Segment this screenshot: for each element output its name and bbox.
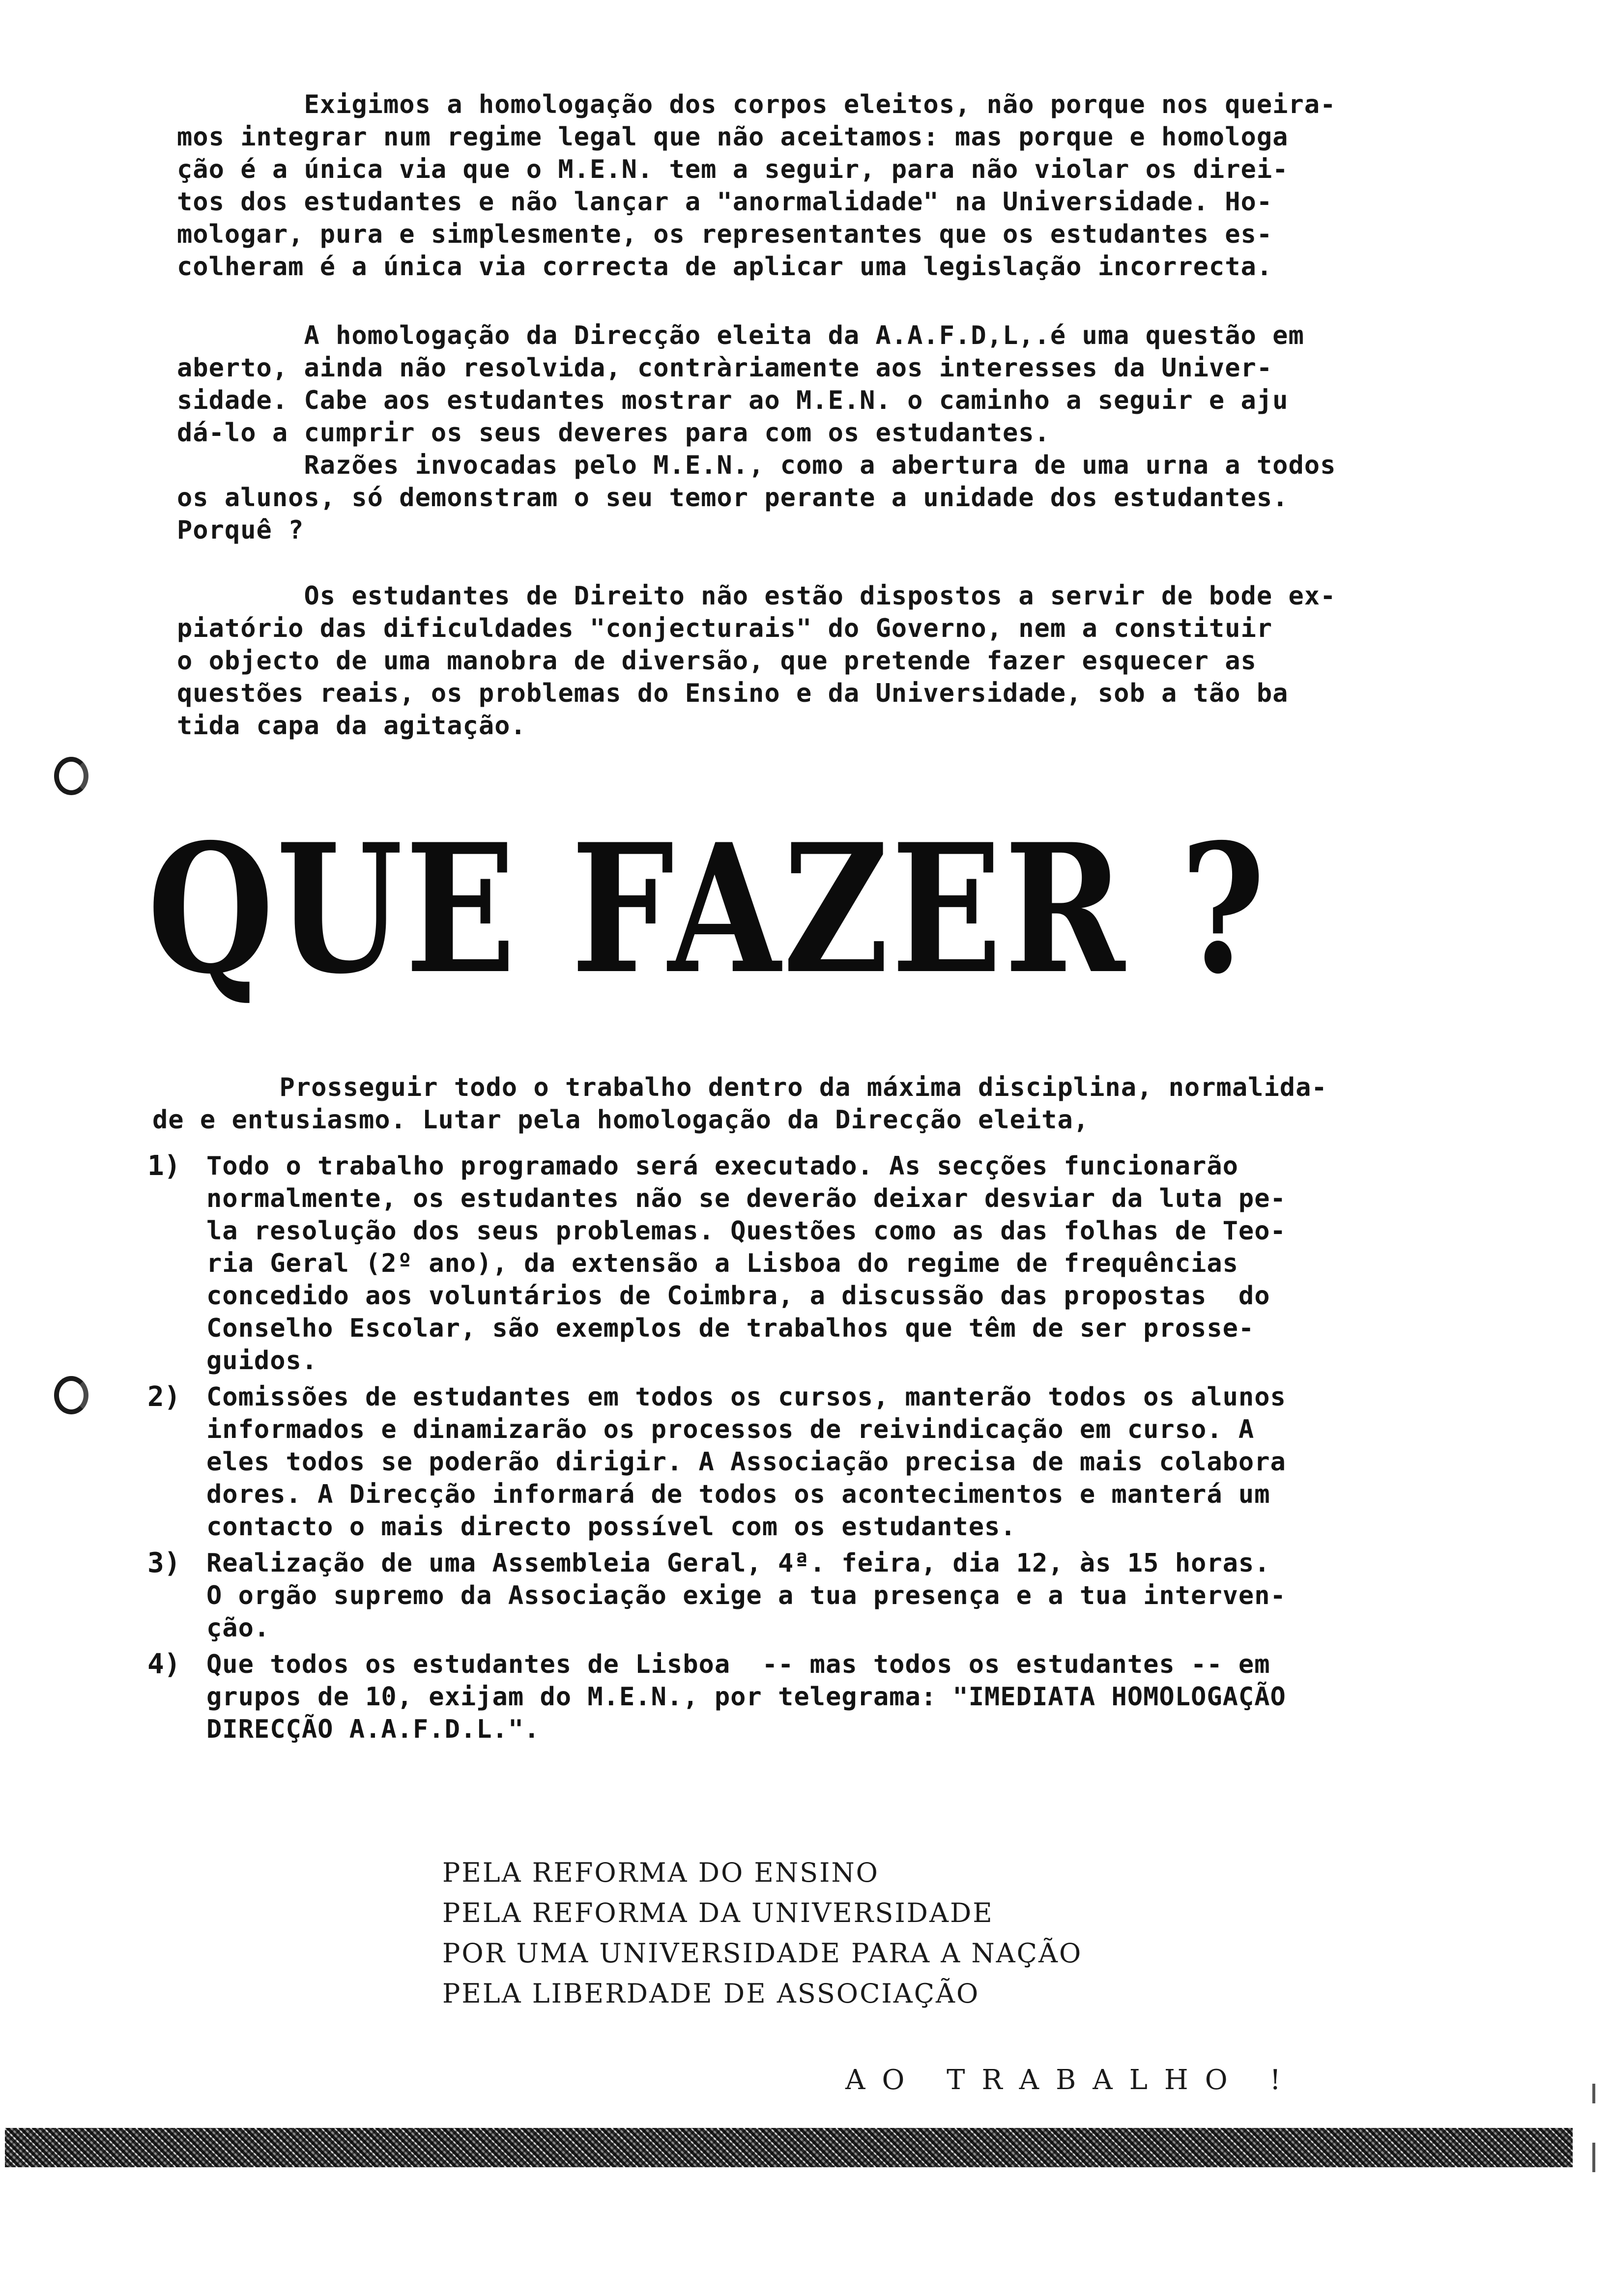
list-item [147, 1381, 1533, 1543]
intro-paragraph: Prosseguir todo o trabalho dentro da máxima disciplina, normalida- de e entusiasmo. Lutar pela homologação da Direcção eleita, [152, 1073, 1327, 1135]
list-item-text: Realização de uma Assembleia Geral, 4ª. feira, dia 12, às 15 horas. O orgão supremo da Associação exige a tua presença e a tua interven- ção. [206, 1549, 1286, 1643]
paragraph-direction: A homologação da Direcção eleita da A.A.F.D,L,.é uma questão em aberto, ainda não resolvida, contràriamente aos interesses da Univer- sidade. Cabe aos estudantes mostrar ao M.E.N. o caminho a seguir e aju dá-lo a cumprir os seus deveres para com os estudantes. Razões invocadas pelo M.E.N., como a abertura de uma urna a todos os alunos, só demonstram o seu temor perante a unidade dos estudantes. Porquê ? [177, 321, 1336, 545]
slogan-block [442, 1853, 1327, 2014]
closing-line: AO TRABALHO ! [845, 2064, 1297, 2096]
list-item [147, 1648, 1533, 1746]
list-item-number: 1) [147, 1150, 181, 1182]
list-item-text: Que todos os estudantes de Lisboa -- mas todos os estudantes -- em grupos de 10, exijam do M.E.N., por telegrama: "IMEDIATA HOMOLOGAÇÃO DIRECÇÃO A.A.F.D.L.". [206, 1650, 1286, 1744]
paragraph-homologation: Exigimos a homologação dos corpos eleitos, não porque nos queira- mos integrar num regime legal que não aceitamos: mas porque e homologa ção é a única via que o M.E.N. tem a seguir, para não violar os direi- tos dos estudantes e não lançar a "anormalidade" na Universidade. Ho- mologar, pura e simplesmente, os representantes que os estudantes es- colheram é a única via correcta de aplicar uma legislação incorrecta. [177, 90, 1336, 282]
headline-que-fazer: QUE FAZER ? [147, 805, 1268, 1013]
action-list [147, 1150, 1533, 1750]
list-item-text: Comissões de estudantes em todos os cursos, manterão todos os alunos informados e dinamizarão os processos de reivindicação em curso. A eles todos se poderão dirigir. A Associação precisa de mais colabora dores. A Direcção informará de todos os acontecimentos e manterá um contacto o mais directo possível com os estudantes. [206, 1382, 1286, 1542]
list-item [147, 1547, 1533, 1644]
slogan-line: PELA REFORMA DO ENSINO [442, 1857, 879, 1888]
scan-edge-mark [1592, 2084, 1595, 2103]
paragraph-law-students: Os estudantes de Direito não estão dispostos a servir de bode ex- piatório das dificuldades "conjecturais" do Governo, nem a constituir o objecto de uma manobra de diversão, que pretende fazer esquecer as questões reais, os problemas do Ensino e da Universidade, sob a tão ba tida capa da agitação. [177, 581, 1336, 741]
list-item [147, 1150, 1533, 1377]
scan-edge-mark [1592, 2143, 1595, 2172]
decorative-bottom-band [5, 2128, 1573, 2167]
punch-hole-bottom [54, 1376, 88, 1414]
list-item-number: 3) [147, 1547, 181, 1579]
list-item-number: 2) [147, 1381, 181, 1413]
slogan-line: PELA LIBERDADE DE ASSOCIAÇÃO [442, 1978, 980, 2009]
slogan-line: POR UMA UNIVERSIDADE PARA A NAÇÃO [442, 1938, 1083, 1969]
punch-hole-top [54, 757, 88, 795]
list-item-number: 4) [147, 1648, 181, 1680]
list-item-text: Todo o trabalho programado será executado. As secções funcionarão normalmente, os estudantes não se deverão deixar desviar da luta pe- la resolução dos seus problemas. Questões como as das folhas de Teo- ria Geral (2º ano), da extensão a Lisboa do regime de frequências concedido aos voluntários de Coimbra, a discussão das propostas do Conselho Escolar, são exemplos de trabalhos que têm de ser prosse- guidos. [206, 1151, 1286, 1376]
slogan-line: PELA REFORMA DA UNIVERSIDADE [442, 1897, 994, 1928]
